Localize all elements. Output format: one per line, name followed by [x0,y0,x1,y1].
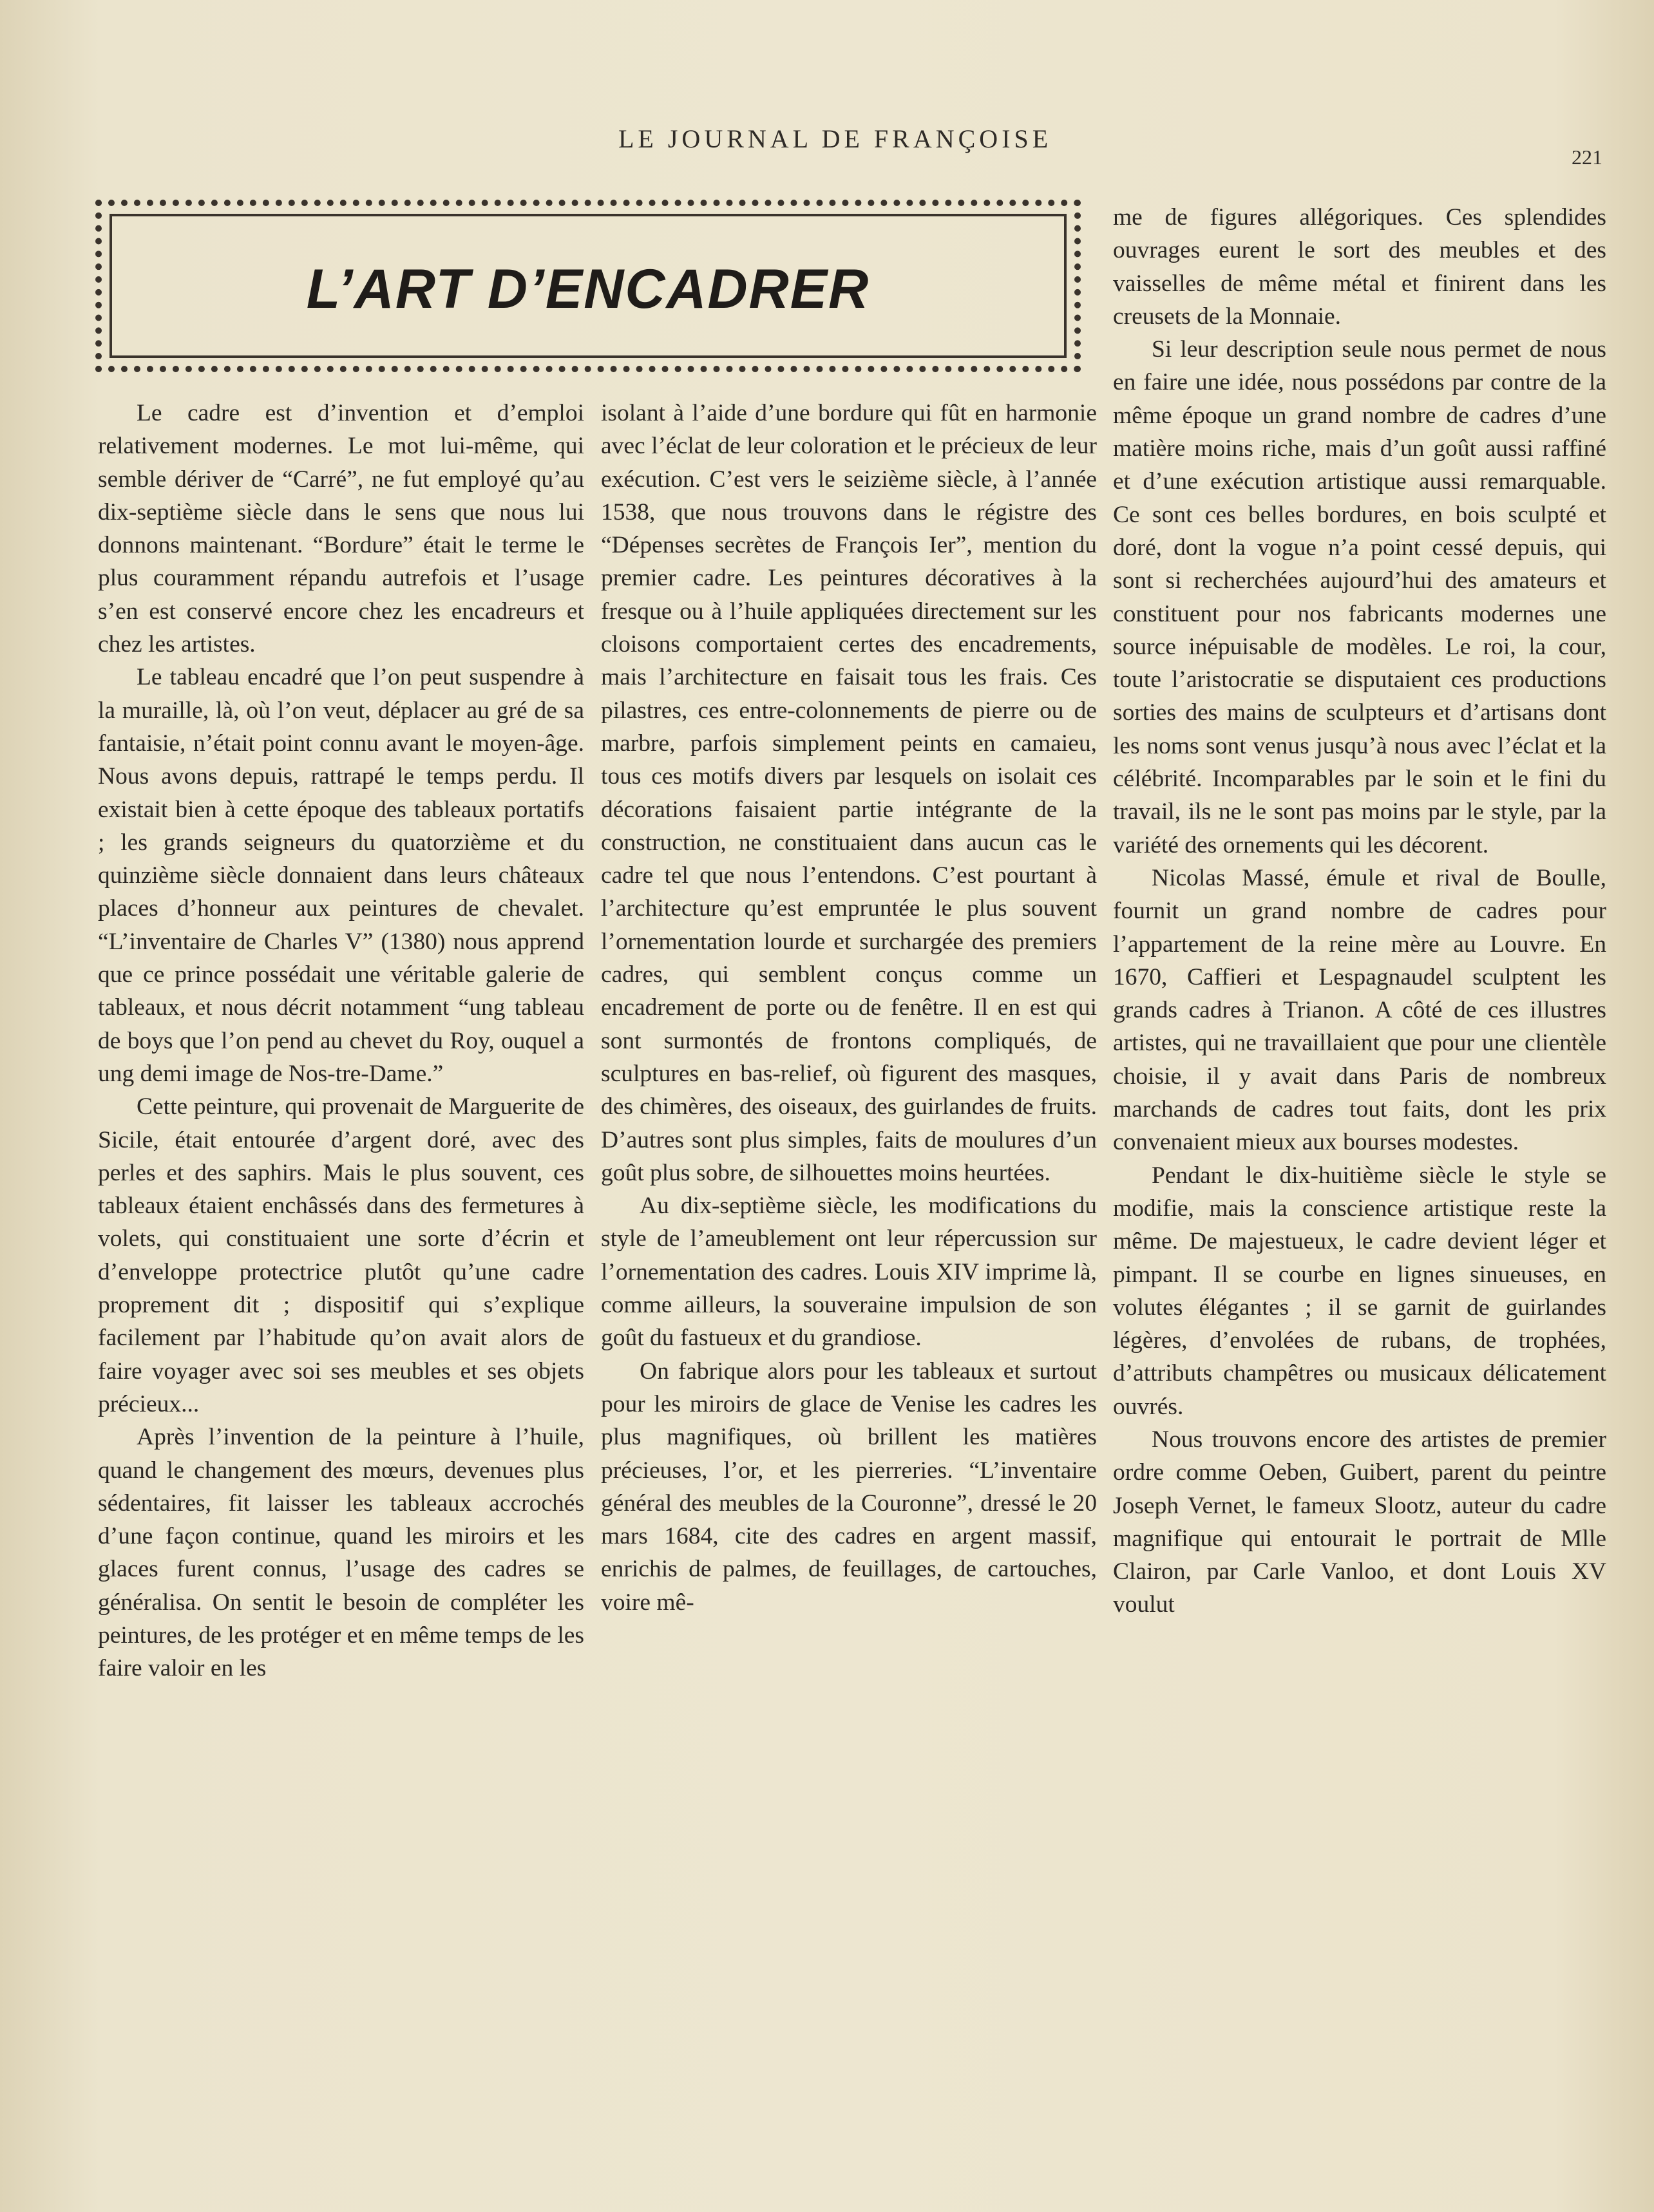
paragraph: Pendant le dix-huitième siècle le style se modifie, mais la conscience artistique reste la même. De majestueux, le cadre devient léger et pimpant. Il se courbe en lignes sinueuses, en volutes élégantes ; il se garnit de guirlandes légères, d’envolées de rubans, de trophées, d’attributs champêtres ou musicaux délicatement ouvrés. [1113,1162,1606,1420]
paragraph: Le cadre est d’invention et d’emploi relativement modernes. Le mot lui-même, qui semble dériver de “Carré”, ne fut employé qu’au dix-septième siècle dans le sens que nous lui donnons maintenant. “Bordure” était le terme le plus couramment répandu autrefois et l’usage s’en est conservé encore chez les encadreurs et chez les artistes. [98,400,584,658]
text-column-3 [1113,201,1606,1621]
title-ornamental-frame [95,200,1081,372]
text-column-2 [601,397,1097,1619]
paragraph: Au dix-septième siècle, les modifications du style de l’ameublement ont leur répercussion sur l’ornementation des cadres. Louis XIV imprime là, comme ailleurs, la souveraine impulsion de son goût du fastueux et du grandiose. [601,1193,1097,1352]
article-title: L’ART D’ENCADRER [306,258,870,320]
text-column-1 [98,397,584,1685]
paragraph: Après l’invention de la peinture à l’huile, quand le changement des mœurs, devenues plus sédentaires, fit laisser les tableaux accrochés d’une façon continue, quand les miroirs et les glaces furent connus, l’usage des cadres se généralisa. On sentit le besoin de compléter les peintures, de les protéger et en même temps de les faire valoir en les [98,1424,584,1682]
running-head: LE JOURNAL DE FRANÇOISE [618,124,1052,153]
paragraph: Nicolas Massé, émule et rival de Boulle, fournit un grand nombre de cadres pour l’appartement de la reine mère au Louvre. En 1670, Caffieri et Lespagnaudel sculptent les grands cadres à Trianon. A côté de ces illustres artistes, qui ne travaillaient que pour une clientèle choisie, il y avait dans Paris de nombreux marchands de cadres tout faits, dont les prix convenaient mieux aux bourses modestes. [1113,864,1606,1156]
paragraph: On fabrique alors pour les tableaux et surtout pour les miroirs de glace de Venise les cadres les plus magnifiques, où brillent les matières précieuses, l’or, et les pierreries. “L’inventaire général des meubles de la Couronne”, dressé le 20 mars 1684, cite des cadres en argent massif, enrichis de palmes, de feuillages, de cartouches, voire mê- [601,1357,1097,1616]
paragraph: Cette peinture, qui provenait de Marguerite de Sicile, était entourée d’argent doré, avec des perles et des saphirs. Mais le plus souvent, ces tableaux étaient enchâssés dans des fermetures à volets, qui constituaient une sorte d’écrin et d’enveloppe protectrice plutôt qu’une cadre proprement dit ; dispositif qui s’explique facilement par l’habitude qu’on avait alors de faire voyager avec soi ses meubles et ses objets précieux... [98,1093,584,1417]
paragraph: Le tableau encadré que l’on peut suspendre à la muraille, là, où l’on veut, déplacer au gré de sa fantaisie, n’était point connu avant le moyen-âge. Nous avons depuis, rattrapé le temps perdu. Il existait bien à cette époque des tableaux portatifs ; les grands seigneurs du quatorzième et du quinzième siècle donnaient dans leurs châteaux places d’honneur aux peintures de chevalet. “L’inventaire de Charles V” (1380) nous apprend que ce prince possédait une véritable galerie de tableaux, et nous décrit notamment “ung tableau de boys que l’on pend au chevet du Roy, ouquel a ung demi image de Nos-tre-Dame.” [98,664,584,1087]
page-number: 221 [1572,146,1602,169]
paragraph: me de figures allégoriques. Ces splendides ouvrages eurent le sort des meubles et des vaisselles de même métal et finirent dans les creusets de la Monnaie. [1113,204,1606,330]
paragraph: Si leur description seule nous permet de nous en faire une idée, nous possédons par contre de la même époque un grand nombre de cadres d’une matière moins riche, mais d’un goût aussi raffiné et d’une exécution artistique aussi remarquable. Ce sont ces belles bordures, en bois sculpté et doré, dont la vogue n’a point cessé depuis, qui sont si recherchées aujourd’hui des amateurs et constituent pour nos fabricants modernes une source inépuisable de modèles. Le roi, la cour, toute l’aristocratie se disputaient ces productions sorties des mains de sculpteurs et d’artisans dont les noms sont venus jusqu’à nous avec l’éclat et la célébrité. Incomparables par le soin et le fini du travail, ils ne le sont pas moins par le style, par la variété des ornements qui les décorent. [1113,336,1606,858]
paragraph: isolant à l’aide d’une bordure qui fût en harmonie avec l’éclat de leur coloration et le précieux de leur exécution. C’est vers le seizième siècle, à l’année 1538, que nous trouvons dans le régistre des “Dépenses secrètes de François Ier”, mention du premier cadre. Les peintures décoratives à la fresque ou à l’huile appliquées directement sur les cloisons comportaient certes des encadrements, mais l’architecture en faisait tous les frais. Ces pilastres, ces entre-colonnements de pierre ou de marbre, parfois simplement peints en camaieu, tous ces motifs divers par lesquels on isolait ces décorations faisaient partie intégrante de la construction, ne constituaient dans aucun cas le cadre tel que nous l’entendons. C’est pourtant à l’architecture qu’est empruntée le plus souvent l’ornementation lourde et surchargée des premiers cadres, qui semblent conçus comme un encadrement de porte ou de fenêtre. Il en est qui sont surmontés de frontons compliqués, de sculptures en bas-relief, où figurent des masques, des chimères, des oiseaux, des guirlandes de fruits. D’autres sont plus simples, faits de moulures d’un goût plus sobre, de silhouettes moins heurtées. [601,400,1097,1186]
paragraph: Nous trouvons encore des artistes de premier ordre comme Oeben, Guibert, parent du peintre Joseph Vernet, le fameux Slootz, auteur du cadre magnifique qui entourait le portrait de Mlle Clairon, par Carle Vanloo, et dont Louis XV voulut [1113,1426,1606,1618]
